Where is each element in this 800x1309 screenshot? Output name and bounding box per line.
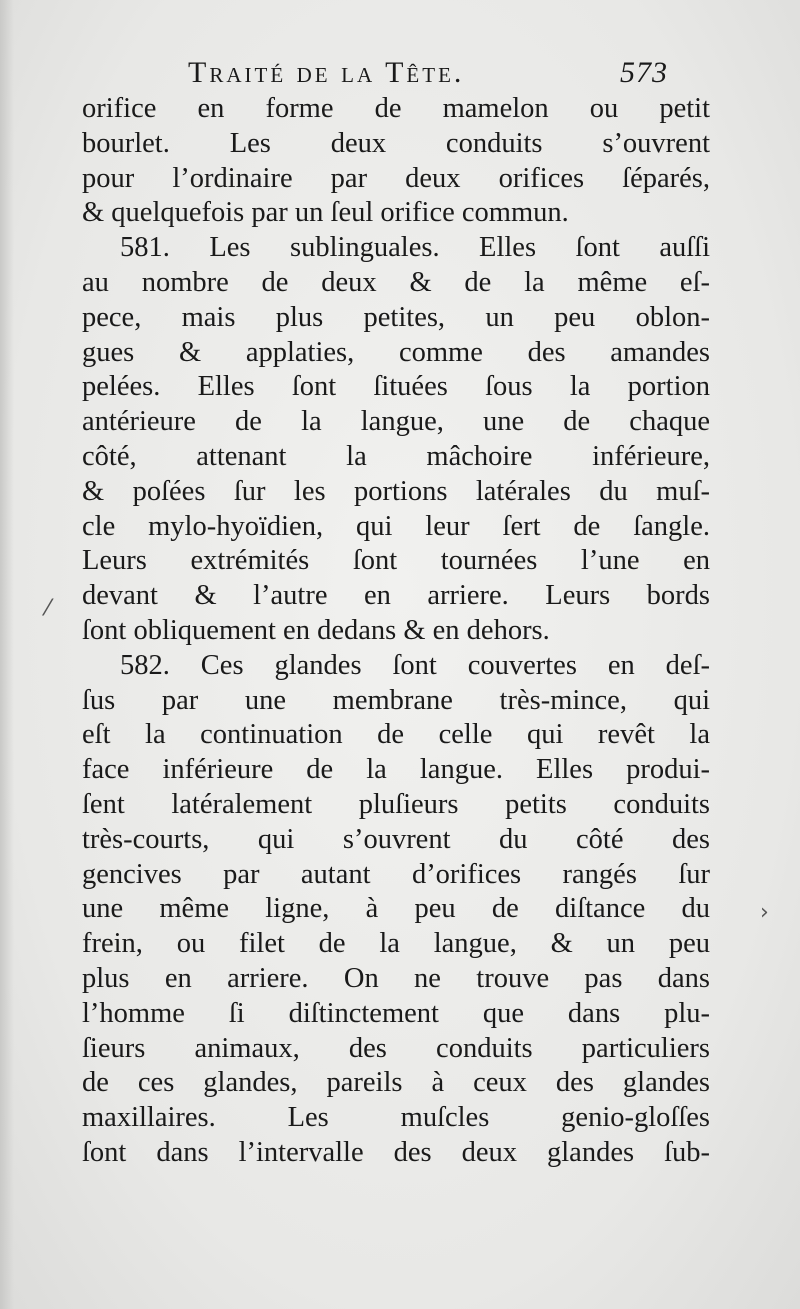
text-line: plus en arriere. On ne trouve pas dans xyxy=(82,962,710,994)
text-line: pour l’ordinaire par deux orifices ſéparés, xyxy=(82,162,710,194)
text-line: antérieure de la langue, une de chaque xyxy=(82,406,710,438)
text-line: devant & l’autre en arriere. Leurs bords xyxy=(82,580,710,612)
text-line: ſont obliquement en dedans & en dehors. xyxy=(82,614,550,646)
text-line: ſus par une membrane très-mince, qui xyxy=(82,684,710,716)
text-line: pece, mais plus petites, un peu oblon- xyxy=(82,301,710,333)
text-line: côté, attenant la mâchoire inférieure, xyxy=(82,440,710,472)
text-line: l’homme ſi diſtinctement que dans plu- xyxy=(82,997,710,1029)
text-line: pelées. Elles ſont ſituées ſous la portion xyxy=(82,371,710,403)
running-title: Traité de la Tête. xyxy=(188,56,465,89)
text-line: bourlet. Les deux conduits s’ouvrent xyxy=(82,127,710,159)
text-line: ſent latéralement pluſieurs petits conduits xyxy=(82,788,710,820)
page-gutter-shadow xyxy=(0,0,14,1309)
text-line: maxillaires. Les muſcles genio-gloſſes xyxy=(82,1102,710,1134)
text-line: ſieurs animaux, des conduits particuliers xyxy=(82,1032,710,1064)
text-line: au nombre de deux & de la même eſ- xyxy=(82,266,710,298)
text-line: & quelquefois par un ſeul orifice commun. xyxy=(82,197,569,229)
text-line: gues & applaties, comme des amandes xyxy=(82,336,710,368)
text-line: orifice en forme de mamelon ou petit xyxy=(82,93,710,124)
body-text xyxy=(82,92,710,1171)
paragraph-582-start: 582. Ces glandes ſont couvertes en deſ- xyxy=(120,649,710,681)
text-line: ſont dans l’intervalle des deux glandes ſub- xyxy=(82,1136,710,1168)
margin-stroke-mark: ⁄ xyxy=(46,596,50,621)
page-number: 573 xyxy=(620,56,668,89)
text-line: Leurs extrémités ſont tournées l’une en xyxy=(82,545,710,577)
text-line: très-courts, qui s’ouvrent du côté des xyxy=(82,823,710,855)
text-line: & poſées ſur les portions latérales du muſ- xyxy=(82,475,710,507)
text-line: eſt la continuation de celle qui revêt la xyxy=(82,719,710,751)
text-line: gencives par autant d’orifices rangés ſur xyxy=(82,858,710,890)
text-line: de ces glandes, pareils à ceux des glandes xyxy=(82,1067,710,1099)
text-line: frein, ou filet de la langue, & un peu xyxy=(82,928,710,960)
text-line: cle mylo-hyoïdien, qui leur ſert de ſangle. xyxy=(82,510,710,542)
text-line: une même ligne, à peu de diſtance du xyxy=(82,893,710,925)
margin-arrow-mark: › xyxy=(760,900,769,925)
text-line: face inférieure de la langue. Elles produi- xyxy=(82,754,710,786)
paragraph-581-start: 581. Les sublinguales. Elles ſont auſſi xyxy=(120,232,710,264)
